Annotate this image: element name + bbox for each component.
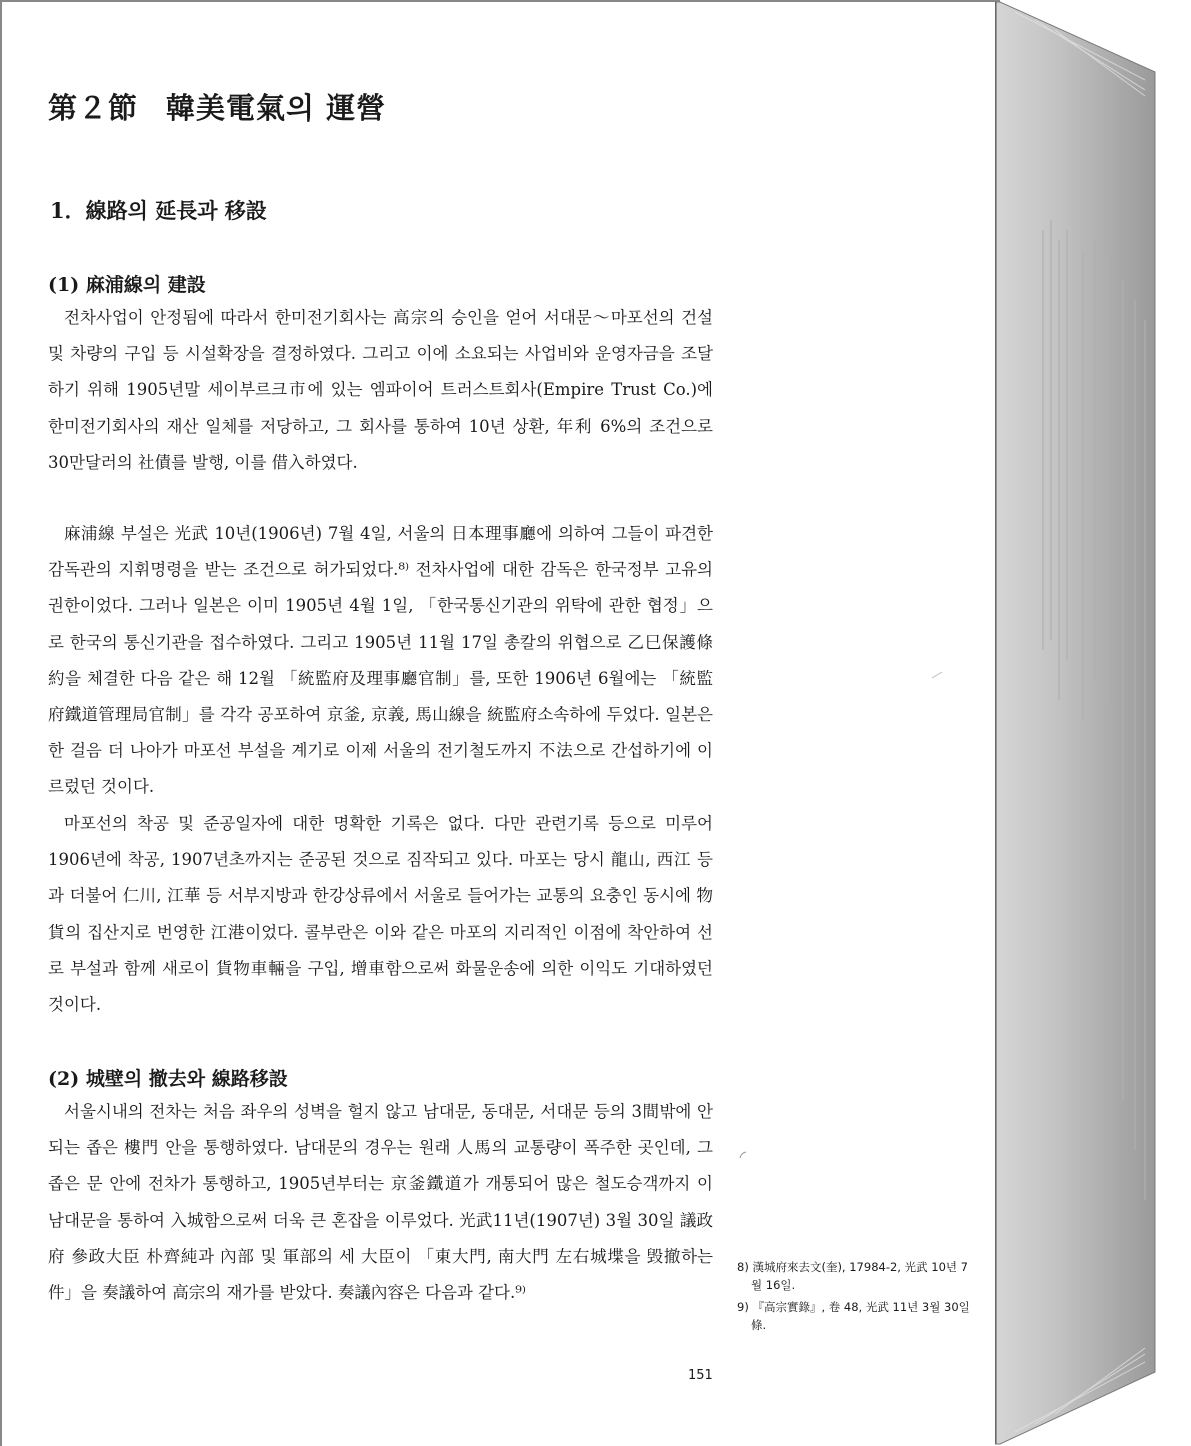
chapter-title: 韓美電氣의 運營	[166, 91, 387, 125]
stray-mark	[738, 1150, 748, 1160]
section-heading: 1．線路의 延長과 移設	[50, 198, 267, 223]
chapter-number: 第２節	[48, 91, 139, 125]
footnote-8: 8) 漢城府來去文(奎), 17984-2, 光武 10년 7월 16일.	[737, 1260, 968, 1292]
page-number: 151	[688, 1368, 713, 1383]
stray-mark	[930, 670, 944, 680]
paragraph-2: 麻浦線 부설은 光武 10년(1906년) 7월 4일, 서울의 日本理事廳에 의하여 그들이 파견한 감독관의 지휘명령을 받는 조건으로 허가되었다.⁸⁾ 전차사업에 대한 감독은 한국정부 고유의 권한이었다. 그러나 일본은 이미 1905년 4월 1일, 「한국통신기관의 위탁에 관한 협정」으로 한국의 통신기관을 접수하였다. 그리고 1905년 11월 17일 총칼의 위협으로 乙巳保護條約을 체결한 다음 같은 해 12월 「統監府及理事廳官制」를, 또한 1906년 6월에는 「統監府鐵道管理局官制」를 각각 공포하여 京釜, 京義, 馬山線을 統監府소속하에 두었다. 일본은 한 걸음 더 나아가 마포선 부설을 계기로 이제 서울의 전기철도까지 不法으로 간섭하기에 이르렀던 것이다.	[48, 524, 713, 797]
footnote-9: 9) 『高宗實錄』, 卷 48, 光武 11년 3월 30일條.	[737, 1300, 970, 1332]
paragraph-4: 서울시내의 전차는 처음 좌우의 성벽을 헐지 않고 남대문, 동대문, 서대문 등의 3間밖에 안 되는 좁은 樓門 안을 통행하였다. 남대문의 경우는 원래 人馬의 교통량이 폭주한 곳인데, 그 좁은 문 안에 전차가 통행하고, 1905년부터는 京釜鐵道가 개통되어 많은 철도승객까지 이 남대문을 통하여 入城함으로써 더욱 큰 혼잡을 이루었다. 光武11년(1907년) 3월 30일 議政府 參政大臣 朴齊純과 內部 및 軍部의 세 大臣이 「東大門, 南大門 左右城堞을 毁撤하는 件」을 奏議하여 高宗의 재가를 받았다. 奏議內容은 다음과 같다.⁹⁾	[48, 1102, 713, 1303]
book-page-stack	[995, 0, 1191, 1446]
subsection-heading-2: (2) 城壁의 撤去와 線路移設	[48, 1068, 288, 1090]
paragraph-3: 마포선의 착공 및 준공일자에 대한 명확한 기록은 없다. 다만 관련기록 등으로 미루어 1906년에 착공, 1907년초까지는 준공된 것으로 짐작되고 있다. 마포는 당시 龍山, 西江 등과 더불어 仁川, 江華 등 서부지방과 한강상류에서 서울로 들어가는 교통의 요충인 동시에 物貨의 집산지로 번영한 江港이었다. 콜부란은 이와 같은 마포의 지리적인 이점에 착안하여 선로 부설과 함께 새로이 貨物車輛을 구입, 增車함으로써 화물운송에 의한 이익도 기대하였던 것이다.	[48, 814, 713, 1015]
footnotes	[737, 1258, 972, 1334]
paragraph-1: 전차사업이 안정됨에 따라서 한미전기회사는 高宗의 승인을 얻어 서대문～마포선의 건설 및 차량의 구입 등 시설확장을 결정하였다. 그리고 이에 소요되는 사업비와 운영자금을 조달하기 위해 1905년말 세이부르크市에 있는 엠파이어 트러스트회사(Empire Trust Co.)에 한미전기회사의 재산 일체를 저당하고, 그 회사를 통하여 10년 상환, 年利 6%의 조건으로 30만달러의 社債를 발행, 이를 借入하였다.	[48, 308, 713, 472]
subsection-heading-1: (1) 麻浦線의 建設	[48, 274, 206, 296]
chapter-heading	[48, 86, 386, 127]
